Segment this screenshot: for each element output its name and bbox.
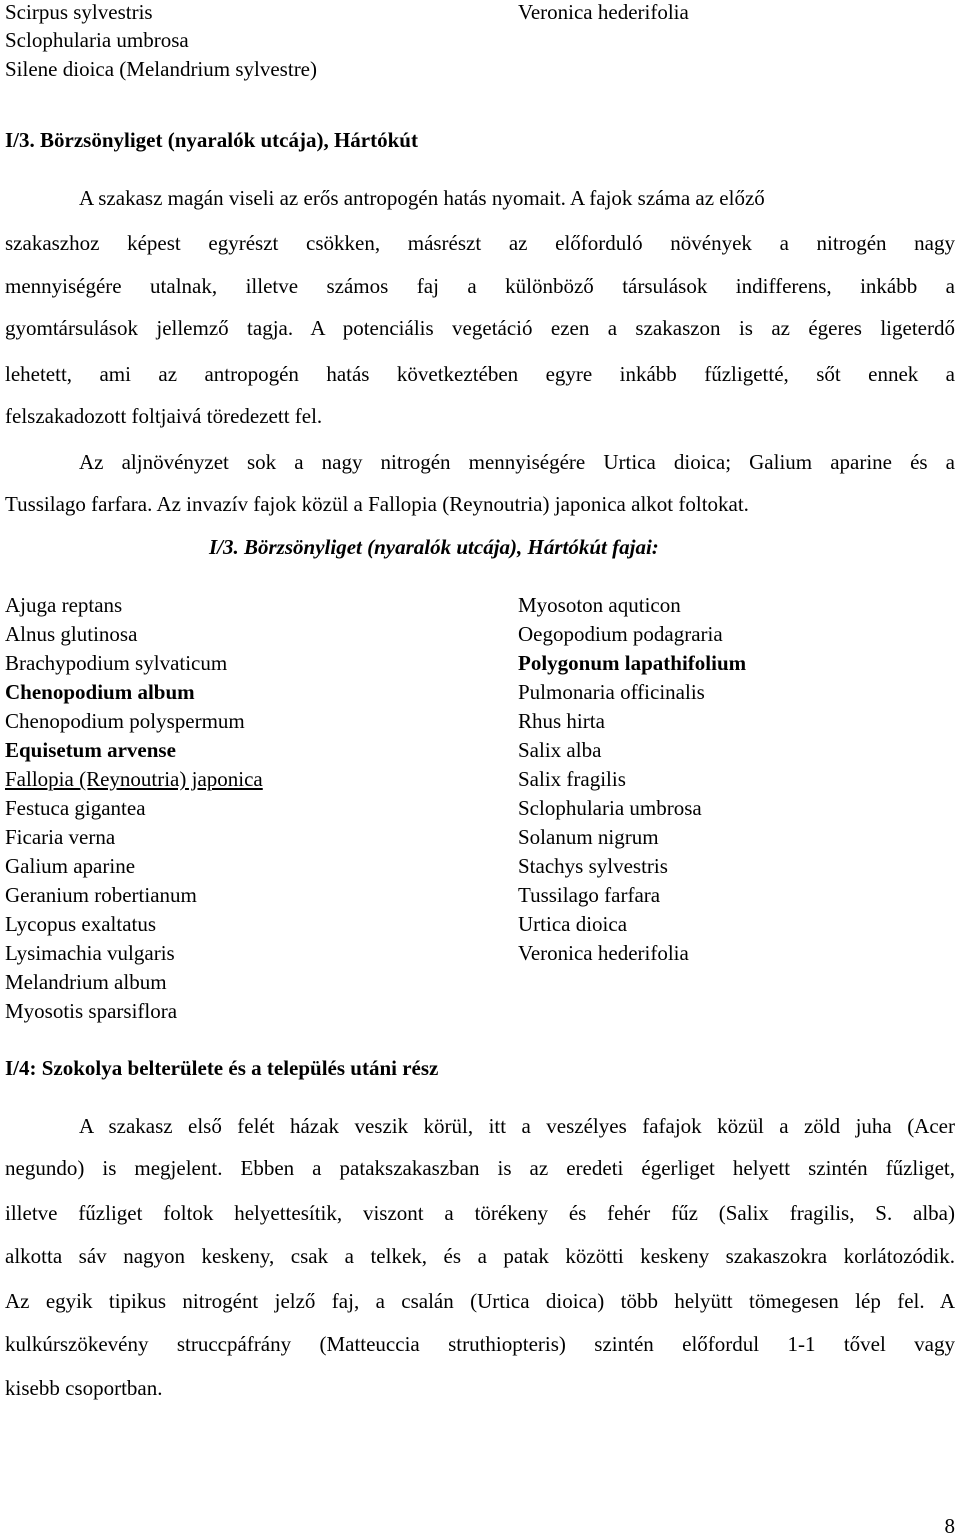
species-item: Salix fragilis xyxy=(518,767,626,791)
paragraph-line: kisebb csoportban. xyxy=(5,1376,163,1400)
species-column-left xyxy=(5,591,263,1026)
species-item: Lycopus exaltatus xyxy=(5,912,157,936)
top-species-item: Silene dioica (Melandrium sylvestre) xyxy=(5,57,317,81)
species-item: Urtica dioica xyxy=(518,912,628,936)
species-item: Solanum nigrum xyxy=(518,825,659,849)
species-item: Tussilago farfara xyxy=(518,883,661,907)
species-item: Geranium robertianum xyxy=(5,883,197,907)
species-item: Festuca gigantea xyxy=(5,796,146,820)
species-item: Lysimachia vulgaris xyxy=(5,941,175,965)
species-item: Galium aparine xyxy=(5,854,136,878)
species-list-title: I/3. Börzsönyliget (nyaralók utcája), Hártókút fajai: xyxy=(209,535,659,559)
species-item: Pulmonaria officinalis xyxy=(518,680,705,704)
species-item: Chenopodium polyspermum xyxy=(5,709,245,733)
section-heading-i3: I/3. Börzsönyliget (nyaralók utcája), Hártókút xyxy=(5,128,418,152)
paragraph-line: lehetett, ami az antropogén hatás következtében egyre inkább fűzligetté, sőt ennek a xyxy=(5,362,955,386)
species-item: Oegopodium podagraria xyxy=(518,622,723,646)
species-column-right xyxy=(518,591,746,968)
top-species-item: Veronica hederifolia xyxy=(518,0,689,24)
species-item: Salix alba xyxy=(518,738,602,762)
paragraph-line: alkotta sáv nagyon keskeny, csak a telkek, és a patak közötti keskeny szakaszokra korlátozódik. xyxy=(5,1244,955,1268)
top-species-item: Sclophularia umbrosa xyxy=(5,28,189,52)
section-heading-i4: I/4: Szokolya belterülete és a település utáni rész xyxy=(5,1056,439,1080)
species-item: Myosotis sparsiflora xyxy=(5,999,178,1023)
species-item: Equisetum arvense xyxy=(5,738,176,762)
paragraph-line: Tussilago farfara. Az invazív fajok közül a Fallopia (Reynoutria) japonica alkot foltokat. xyxy=(5,492,749,516)
paragraph-line: gyomtársulások jellemző tagja. A potenciális vegetáció ezen a szakaszon is az égeres ligeterdő xyxy=(5,316,955,340)
species-item: Veronica hederifolia xyxy=(518,941,689,965)
paragraph-line: A szakasz első felét házak veszik körül, itt a veszélyes fafajok közül a zöld juha (Acer xyxy=(79,1114,955,1138)
paragraph-line: felszakadozott foltjaivá töredezett fel. xyxy=(5,404,323,428)
species-item: Rhus hirta xyxy=(518,709,605,733)
paragraph-line: A szakasz magán viseli az erős antropogén hatás nyomait. A fajok száma az előző xyxy=(79,186,765,210)
species-item: Brachypodium sylvaticum xyxy=(5,651,228,675)
paragraph-line: illetve fűzliget foltok helyettesítik, viszont a törékeny és fehér fűz (Salix fragilis, S. alba) xyxy=(5,1201,955,1225)
species-item: Sclophularia umbrosa xyxy=(518,796,702,820)
top-species-item: Scirpus sylvestris xyxy=(5,0,153,24)
species-item: Melandrium album xyxy=(5,970,167,994)
paragraph-line: szakaszhoz képest egyrészt csökken, másrészt az előforduló növények a nitrogén nagy xyxy=(5,231,955,255)
paragraph-line: mennyiségére utalnak, illetve számos faj a különböző társulások indifferens, inkább a xyxy=(5,274,955,298)
species-item: Ficaria verna xyxy=(5,825,116,849)
species-item: Chenopodium album xyxy=(5,680,195,704)
species-item: Polygonum lapathifolium xyxy=(518,651,747,675)
paragraph-line: Az aljnövényzet sok a nagy nitrogén mennyiségére Urtica dioica; Galium aparine és a xyxy=(79,450,955,474)
paragraph-line: negundo) is megjelent. Ebben a patakszakaszban is az eredeti égerliget helyett szintén fűzliget, xyxy=(5,1156,955,1180)
paragraph-line: Az egyik tipikus nitrogént jelző faj, a csalán (Urtica dioica) több helyütt tömegesen lép fel. A xyxy=(5,1289,955,1313)
species-item: Stachys sylvestris xyxy=(518,854,668,878)
species-item: Myosoton aquticon xyxy=(518,593,681,617)
page-number: 8 xyxy=(944,1514,955,1538)
paragraph-line: kulkúrszökevény struccpáfrány (Matteuccia struthiopteris) szintén előfordul 1-1 tővel vagy xyxy=(5,1332,955,1356)
species-item: Alnus glutinosa xyxy=(5,622,138,646)
species-item: Fallopia (Reynoutria) japonica xyxy=(5,767,263,791)
species-item: Ajuga reptans xyxy=(5,593,123,617)
